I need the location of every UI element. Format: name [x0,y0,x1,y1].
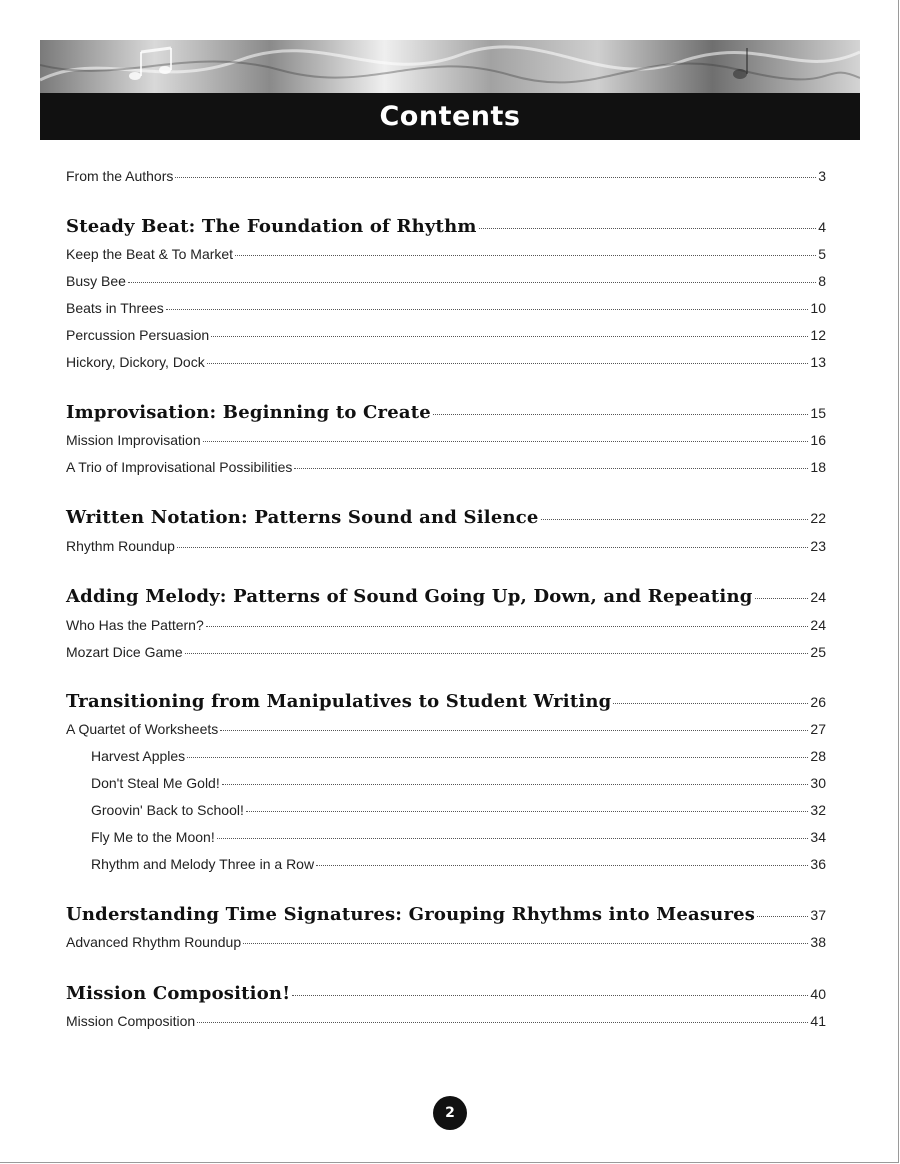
dot-leader [211,336,808,337]
music-collage-image [40,40,860,93]
toc-section-heading [66,216,826,237]
toc-entry-title: Rhythm Roundup [66,538,175,554]
toc-entry-title: Transitioning from Manipulatives to Student Writing [66,691,612,712]
toc-entry-title: Who Has the Pattern? [66,617,204,633]
dot-leader [243,943,808,944]
toc-entry [66,644,826,660]
toc-entry-title: Mission Composition [66,1013,196,1029]
toc-page-number: 10 [810,300,826,316]
toc-entry [66,354,826,370]
toc-entry-title: Mozart Dice Game [66,644,183,660]
toc-page-number: 24 [810,589,826,605]
toc-section-heading [66,402,826,423]
toc-page-number: 30 [810,775,826,791]
toc-entry-title: Improvisation: Beginning to Create [66,402,431,423]
dot-leader [541,519,809,520]
toc-entry [66,1013,826,1029]
toc-page-number: 4 [818,219,826,235]
toc-entry [66,721,826,737]
toc-entry-title: Steady Beat: The Foundation of Rhythm [66,216,477,237]
dot-leader [292,995,808,996]
header-banner [40,40,860,140]
dot-leader [220,730,808,731]
toc-page-number: 15 [810,405,826,421]
toc-section-heading [66,586,826,607]
toc-page-number: 41 [810,1013,826,1029]
toc-entry-title: Hickory, Dickory, Dock [66,354,205,370]
toc-page-number: 5 [818,246,826,262]
toc-entry-title: A Quartet of Worksheets [66,721,219,737]
toc-page-number: 40 [810,986,826,1002]
toc-entry-title: Beats in Threes [66,300,164,316]
toc-entry [66,538,826,554]
toc-entry [66,432,826,448]
toc-entry [91,829,826,845]
dot-leader [613,703,808,704]
page-number: 2 [445,1105,455,1121]
toc-entry-title: Groovin' Back to School! [91,802,244,818]
toc-entry-title: Busy Bee [66,273,126,289]
toc-page-number: 34 [810,829,826,845]
dot-leader [197,1022,808,1023]
toc-page-number: 36 [810,856,826,872]
dot-leader [187,757,808,758]
toc-page-number: 32 [810,802,826,818]
toc-page-number: 25 [810,644,826,660]
dot-leader [246,811,809,812]
dot-leader [433,414,809,415]
toc-entry [66,459,826,475]
dot-leader [755,598,809,599]
toc-page-number: 28 [810,748,826,764]
toc-page-number: 26 [810,694,826,710]
toc-section-heading [66,904,826,925]
dot-leader [235,255,816,256]
toc-section-heading [66,507,826,528]
dot-leader [757,916,808,917]
toc-entry-title: Harvest Apples [91,748,186,764]
toc-page-number: 22 [810,510,826,526]
toc-entry [91,775,826,791]
toc-entry [66,168,826,184]
page-number-badge [433,1096,467,1130]
toc-page-number: 38 [810,934,826,950]
dot-leader [206,626,809,627]
toc-entry-title: Rhythm and Melody Three in a Row [91,856,315,872]
dot-leader [479,228,817,229]
toc-page-number: 18 [810,459,826,475]
toc-entry-title: Adding Melody: Patterns of Sound Going Up, Down, and Repeating [66,586,753,607]
toc-page-number: 3 [818,168,826,184]
title-bar [40,93,860,140]
toc-entry [91,856,826,872]
toc-entry-title: A Trio of Improvisational Possibilities [66,459,293,475]
toc-entry [91,802,826,818]
toc-entry [66,273,826,289]
toc-entry [66,934,826,950]
music-notes-icon [40,40,860,93]
toc-entry-title: Written Notation: Patterns Sound and Silence [66,507,539,528]
dot-leader [203,441,809,442]
toc-entry [66,327,826,343]
dot-leader [294,468,808,469]
toc-entry-title: Fly Me to the Moon! [91,829,215,845]
toc-entry-title: From the Authors [66,168,174,184]
toc-entry-title: Percussion Persuasion [66,327,210,343]
toc-page-number: 12 [810,327,826,343]
toc-entry-title: Mission Improvisation [66,432,201,448]
toc-entry-title: Don't Steal Me Gold! [91,775,220,791]
toc-section-heading [66,691,826,712]
toc-page-number: 8 [818,273,826,289]
dot-leader [128,282,816,283]
toc-entry [91,748,826,764]
dot-leader [177,547,808,548]
toc-entry-title: Keep the Beat & To Market [66,246,234,262]
toc-page-number: 13 [810,354,826,370]
toc-section-heading [66,983,826,1004]
toc-page-number: 23 [810,538,826,554]
toc-page-number: 27 [810,721,826,737]
dot-leader [222,784,809,785]
toc-entry-title: Understanding Time Signatures: Grouping Rhythms into Measures [66,904,756,925]
dot-leader [175,177,816,178]
dot-leader [217,838,809,839]
toc-entry-title: Mission Composition! [66,983,291,1004]
toc-page-number: 24 [810,617,826,633]
toc-entry [66,300,826,316]
dot-leader [185,653,809,654]
toc-entry [66,617,826,633]
toc-entry-title: Advanced Rhythm Roundup [66,934,242,950]
page-title: Contents [379,101,521,132]
toc-page-number: 16 [810,432,826,448]
dot-leader [166,309,809,310]
toc-entry [66,246,826,262]
toc-page-number: 37 [810,907,826,923]
dot-leader [316,865,808,866]
dot-leader [207,363,809,364]
